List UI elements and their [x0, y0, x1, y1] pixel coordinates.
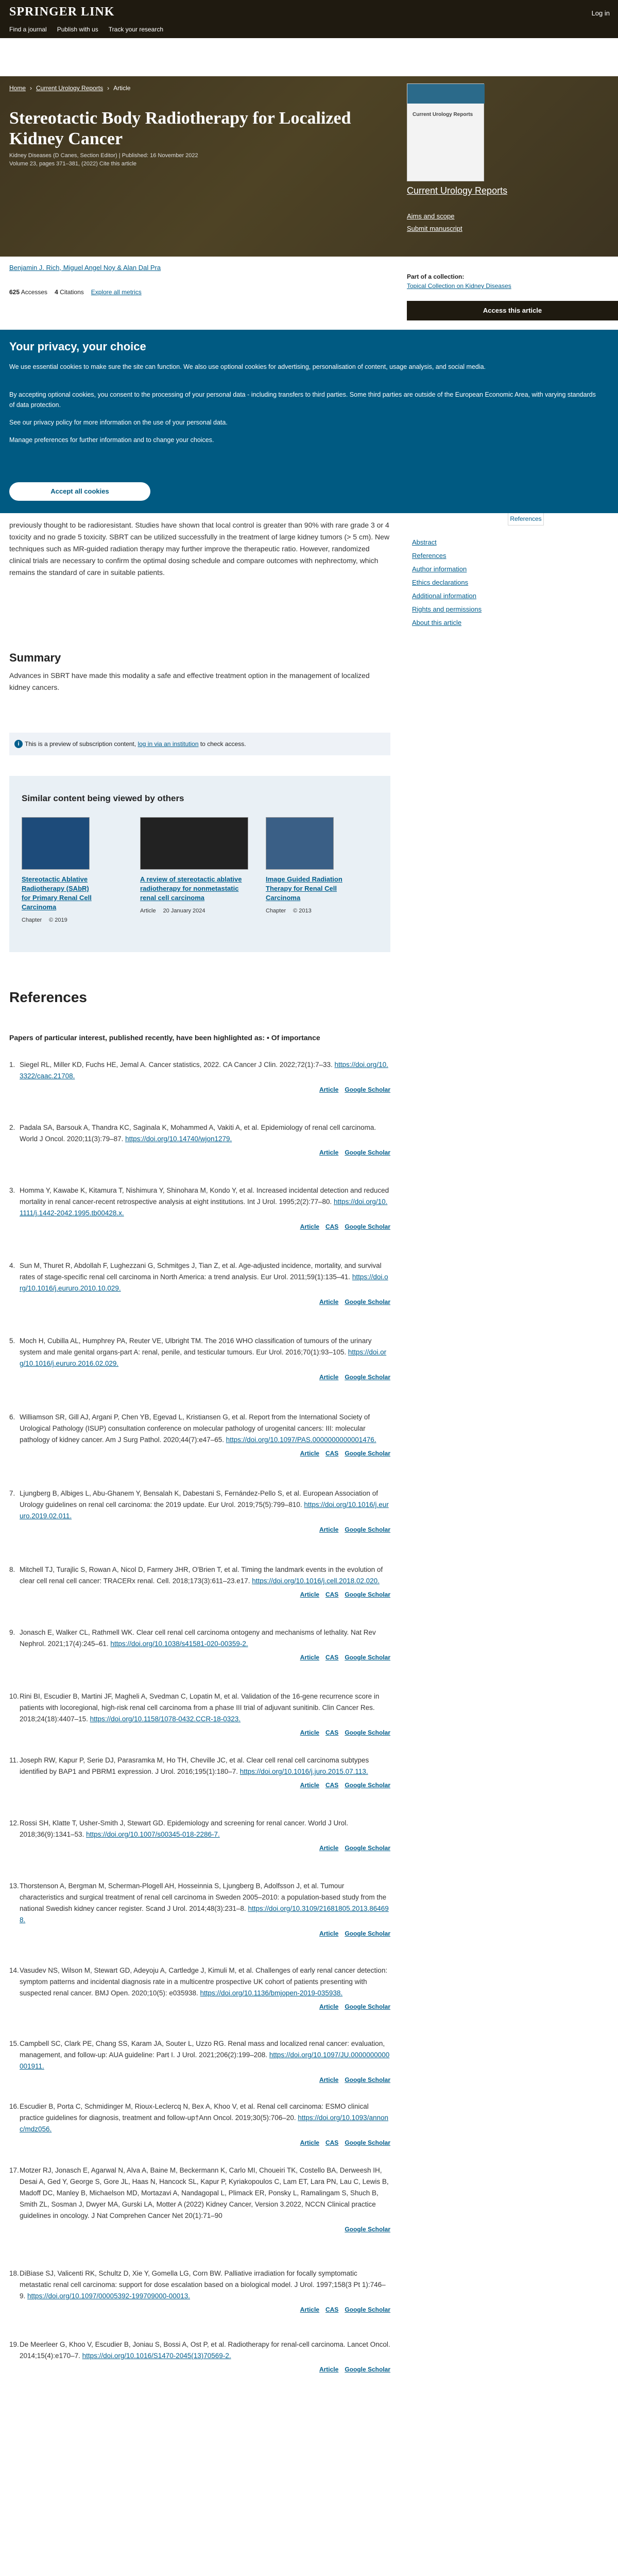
journal-name-link[interactable]: Current Urology Reports: [407, 185, 508, 196]
reference-doi-link[interactable]: https://doi.org/10.1016/j.juro.2015.07.113.: [239, 1768, 368, 1775]
article-title: Stereotactic Body Radiotherapy for Localized Kidney Cancer: [9, 109, 351, 148]
institution-login-link[interactable]: log in via an institution: [138, 740, 199, 748]
cookie-text-3[interactable]: See our privacy policy for more information on the use of your personal data.: [9, 419, 228, 426]
article-link[interactable]: Article: [319, 1149, 339, 1156]
sidebar-tab-references[interactable]: References: [508, 513, 544, 526]
article-link[interactable]: Article: [319, 1526, 339, 1533]
explore-metrics-link[interactable]: Explore all metrics: [91, 289, 142, 296]
nav-find-journal[interactable]: Find a journal: [9, 26, 47, 33]
references-intro: Papers of particular interest, published recently, have been highlighted as: • Of importance: [9, 1033, 320, 1042]
references-heading: References: [9, 989, 87, 1005]
cover-title: Current Urology Reports: [413, 112, 473, 117]
reference-item: [9, 1564, 390, 1600]
article-metrics: [9, 289, 142, 296]
reference-doi-link[interactable]: https://doi.org/10.1007/s00345-018-2286-7.: [86, 1831, 220, 1838]
reference-item: [9, 2101, 390, 2148]
google-scholar-link[interactable]: Google Scholar: [345, 1223, 390, 1230]
similar-content: [9, 776, 390, 952]
reference-doi-link[interactable]: https://doi.org/10.1093/annonc/mdz056.: [20, 2114, 388, 2133]
card-date: © 2019: [49, 917, 67, 923]
reference-item: [9, 1880, 390, 1939]
google-scholar-link[interactable]: Google Scholar: [345, 2226, 390, 2233]
citations-count: 4: [55, 289, 58, 296]
reference-text: De Meerleer G, Khoo V, Escudier B, Joniau S, Bossi A, Ost P, et al. Radiotherapy for renal-cell carcinoma. Lancet Oncol. 2014;15(4):e170–7.: [20, 2341, 390, 2360]
reference-links: [20, 1084, 390, 1095]
card-title[interactable]: A review of stereotactic ablative radiotherapy for nonmetastatic renal cell carcinoma: [140, 875, 242, 902]
reference-number: 12.: [9, 1819, 19, 1827]
reference-number: 8.: [9, 1566, 15, 1573]
article-link[interactable]: Article: [319, 2076, 339, 2083]
reference-doi-link[interactable]: https://doi.org/10.1016/S1470-2045(13)70569-2.: [82, 2352, 231, 2360]
reference-number: 10.: [9, 1692, 19, 1700]
card-type: Chapter: [266, 908, 286, 914]
reference-links: [20, 2074, 390, 2086]
google-scholar-link[interactable]: Google Scholar: [345, 1298, 390, 1306]
submit-manuscript-link[interactable]: Submit manuscript: [407, 225, 462, 232]
section-link-author-info[interactable]: Author information: [412, 565, 467, 573]
card-title[interactable]: Stereotactic Ablative Radiotherapy (SAbR) for Primary Renal Cell Carcinoma: [22, 875, 92, 911]
article-link[interactable]: Article: [300, 2139, 319, 2146]
breadcrumb: [9, 84, 130, 92]
cas-link[interactable]: CAS: [325, 2306, 339, 2313]
reference-links: [20, 1780, 390, 1791]
reference-number: 16.: [9, 2103, 19, 2110]
reference-number: 9.: [9, 1629, 15, 1636]
reference-item: [9, 2165, 390, 2235]
section-link-abstract[interactable]: Abstract: [412, 538, 437, 546]
springer-link-logo[interactable]: SPRINGER LINK: [9, 5, 115, 19]
cookie-text-1: We use essential cookies to make sure the site can function. We also use optional cookies for advertising, personalisation of content, usage analysis, and social media.: [9, 363, 486, 370]
reference-links: [20, 2364, 390, 2375]
cas-link[interactable]: CAS: [325, 1223, 339, 1230]
reference-number: 15.: [9, 2040, 19, 2047]
cookie-text-4[interactable]: Manage preferences for further information and to change your choices.: [9, 436, 214, 444]
article-link[interactable]: Article: [319, 2003, 339, 2010]
preview-notice: [9, 733, 390, 755]
reference-links: [20, 2304, 390, 2315]
preview-text-post: to check access.: [198, 740, 246, 748]
reference-links: [20, 1842, 390, 1854]
reference-doi-link[interactable]: https://doi.org/10.1016/j.eururo.2010.10.029.: [20, 1273, 388, 1292]
reference-links: [20, 1727, 390, 1738]
cas-link[interactable]: CAS: [325, 1729, 339, 1736]
citations-label: Citations: [60, 289, 84, 296]
reference-doi-link[interactable]: https://doi.org/10.1158/1078-0432.CCR-18-0323.: [90, 1715, 241, 1723]
reference-text: Mitchell TJ, Turajlic S, Rowan A, Nicol D, Farmery JHR, O'Brien T, et al. Timing the landmark events in the evolution of clear cell renal cell cancer: TRACERx renal. Cell. 2018;173(3):611–23.e17.: [20, 1566, 383, 1585]
summary-heading: Summary: [9, 651, 61, 664]
reference-text: Motzer RJ, Jonasch E, Agarwal N, Alva A, Baine M, Beckermann K, Carlo MI, Choueiri TK, Costello BA, Derweesh IH, Desai A, Ged Y, George S, Gore JL, Haas N, Hancock SL, Kapur P, Kyriakopoulos C, Lam ET, Lara PN, Lau C, Lewis B, Madoff DC, Manley B, Michaelson MD, Mortazavi A, Nandagopal L, Plimack ER, Ponsky L, Ramalingam S, Shuch B, Smith ZL, Sosman J, Dwyer MA, Gurski LA, Motter A (2022) Kidney Cancer, Version 3.2022, NCCN Clinical practice guidelines in oncology. J Nat Comprehen Cancer Net 20(1):71–90: [20, 2166, 389, 2219]
reference-number: 1.: [9, 1061, 15, 1069]
reference-number: 2.: [9, 1124, 15, 1131]
reference-number: 7.: [9, 1489, 15, 1497]
reference-doi-link[interactable]: https://doi.org/10.1016/j.eururo.2016.02.029.: [20, 1348, 387, 1367]
card-title[interactable]: Image Guided Radiation Therapy for Renal Cell Carcinoma: [266, 875, 342, 902]
reference-links: [20, 1652, 390, 1663]
google-scholar-link[interactable]: Google Scholar: [345, 2003, 390, 2010]
reference-links: [20, 2224, 390, 2235]
collection-info: [407, 272, 511, 291]
google-scholar-link[interactable]: Google Scholar: [345, 1654, 390, 1661]
article-link[interactable]: Article: [319, 2366, 339, 2373]
reference-doi-link[interactable]: https://doi.org/10.3322/caac.21708.: [20, 1061, 388, 1080]
reference-doi-link[interactable]: https://doi.org/10.1038/s41581-020-00359-2.: [110, 1640, 248, 1648]
reference-doi-link[interactable]: https://doi.org/10.1016/j.cell.2018.02.020.: [252, 1577, 380, 1585]
reference-text: Moch H, Cubilla AL, Humphrey PA, Reuter VE, Ulbright TM. The 2016 WHO classification of tumours of the urinary system and male genital organs-part A: renal, penile, and testicular tumours. Eur Urol. 2016;70(1):93–105.: [20, 1337, 372, 1356]
card-type: Chapter: [22, 917, 42, 923]
reference-text: Homma Y, Kawabe K, Kitamura T, Nishimura Y, Shinohara M, Kondo Y, et al. Increased incidental detection and reduced mortality in renal cancer-recent retrospective analysis at eight institutions. Int J Urol. 1995;2(2):77–80.: [20, 1187, 389, 1206]
google-scholar-link[interactable]: Google Scholar: [345, 1729, 390, 1736]
google-scholar-link[interactable]: Google Scholar: [345, 1930, 390, 1937]
reference-item: [9, 1412, 390, 1459]
reference-text: Joseph RW, Kapur P, Serie DJ, Parasramka M, Ho TH, Cheville JC, et al. Clear cell renal cell carcinoma subtypes identified by BAP1 and PBRM1 expression. J Urol. 2016;195(1):180–7.: [20, 1756, 369, 1775]
reference-text: DiBiase SJ, Valicenti RK, Schultz D, Xie Y, Gomella LG, Corn BW. Palliative irradiation for focally symptomatic metastatic renal cell carcinoma: support for dose escalation based on a biological model. J Urol. 1997;158(3 Pt 1):746–9.: [20, 2269, 386, 2300]
journal-links: [407, 210, 462, 235]
card-date: © 2013: [293, 908, 312, 914]
reference-links: [20, 1221, 390, 1232]
article-link[interactable]: Article: [319, 1374, 339, 1381]
reference-item: [9, 2038, 390, 2086]
google-scholar-link[interactable]: Google Scholar: [345, 1374, 390, 1381]
reference-item: [9, 1335, 390, 1383]
article-link[interactable]: Article: [300, 2306, 319, 2313]
article-link[interactable]: Article: [319, 1086, 339, 1093]
google-scholar-link[interactable]: Google Scholar: [345, 1844, 390, 1852]
accept-cookies-button[interactable]: Accept all cookies: [9, 482, 150, 501]
aims-scope-link[interactable]: Aims and scope: [407, 212, 455, 220]
reference-links: [20, 1448, 390, 1459]
reference-number: 14.: [9, 1967, 19, 1974]
section-link-references[interactable]: References: [412, 552, 447, 560]
journal-cover-image[interactable]: [407, 83, 484, 181]
login-link[interactable]: Log in: [591, 9, 610, 17]
reference-text: Jonasch E, Walker CL, Rathmell WK. Clear cell renal cell carcinoma ontogeny and mechanisms of lethality. Nat Rev Nephrol. 2021;17(4):245–61.: [20, 1629, 376, 1648]
section-nav: [412, 536, 482, 630]
top-nav: [9, 26, 163, 33]
reference-links: [20, 1524, 390, 1535]
reference-doi-link[interactable]: https://doi.org/10.1111/j.1442-2042.1995.tb00428.x.: [20, 1198, 388, 1217]
card-thumbnail: [140, 817, 248, 870]
article-link[interactable]: Article: [300, 1729, 319, 1736]
reference-number: 18.: [9, 2269, 19, 2277]
reference-links: [20, 1296, 390, 1308]
reference-links: [20, 2001, 390, 2012]
article-link[interactable]: Article: [300, 1654, 319, 1661]
reference-links: [20, 1928, 390, 1939]
similar-card[interactable]: [140, 817, 253, 914]
collection-link[interactable]: Topical Collection on Kidney Diseases: [407, 282, 511, 290]
collection-label: Part of a collection:: [407, 273, 465, 280]
reference-doi-link[interactable]: https://doi.org/10.1097/PAS.0000000000001476.: [226, 1436, 376, 1444]
authors-text[interactable]: Benjamin J. Rich, Miguel Angel Noy & Alan Dal Pra: [9, 264, 161, 272]
breadcrumb-separator: ›: [107, 84, 110, 92]
breadcrumb-current: Article: [113, 84, 131, 92]
google-scholar-link[interactable]: Google Scholar: [345, 2366, 390, 2373]
reference-text: Thorstenson A, Bergman M, Scherman-Plogell AH, Hosseinnia S, Ljungberg B, Adolfsson J, et al. Tumour characteristics and surgical treatment of renal cell carcinoma in Sweden 2005–2010: a population-based study from the national Swedish kidney cancer register. Scand J Urol. 2014;48(3):231–8.: [20, 1882, 387, 1912]
nav-publish[interactable]: Publish with us: [57, 26, 98, 33]
reference-text: Rossi SH, Klatte T, Usher-Smith J, Stewart GD. Epidemiology and screening for renal cancer. World J Urol. 2018;36(9):1341–53.: [20, 1819, 349, 1838]
reference-number: 19.: [9, 2341, 19, 2348]
reference-links: [20, 1589, 390, 1600]
cas-link[interactable]: CAS: [325, 1591, 339, 1598]
reference-number: 13.: [9, 1882, 19, 1890]
reference-item: [9, 1691, 390, 1738]
reference-text: Ljungberg B, Albiges L, Abu-Ghanem Y, Bensalah K, Dabestani S, Fernández-Pello S, et al. European Association of Urology guidelines on renal cell carcinoma: the 2019 update. Eur Urol. 2019;75(5):799–810.: [20, 1489, 378, 1509]
author-list[interactable]: [9, 264, 161, 272]
reference-item: [9, 2268, 390, 2315]
article-link[interactable]: Article: [300, 1450, 319, 1457]
reference-text: Padala SA, Barsouk A, Thandra KC, Saginala K, Mohammed A, Vakiti A, et al. Epidemiology of renal cell carcinoma. World J Oncol. 2020;11(3):79–87.: [20, 1124, 376, 1143]
cas-link[interactable]: CAS: [325, 2139, 339, 2146]
info-icon: i: [14, 740, 23, 748]
accesses-count: 625: [9, 289, 20, 296]
reference-text: Siegel RL, Miller KD, Fuchs HE, Jemal A. Cancer statistics, 2022. CA Cancer J Clin. 2022;72(1):7–33.: [20, 1061, 335, 1069]
reference-number: 11.: [9, 1756, 19, 1764]
accesses-label: Accesses: [21, 289, 48, 296]
reference-item: [9, 1122, 390, 1158]
reference-item: [9, 1260, 390, 1308]
google-scholar-link[interactable]: Google Scholar: [345, 1591, 390, 1598]
cookie-title: Your privacy, your choice: [9, 340, 146, 353]
google-scholar-link[interactable]: Google Scholar: [345, 2306, 390, 2313]
reference-text: Escudier B, Porta C, Schmidinger M, Rioux-Leclercq N, Bex A, Khoo V, et al. Renal cell carcinoma: ESMO clinical practice guidelines for diagnosis, treatment and follow-up†Ann Oncol. 2019;30(5):706–20.: [20, 2103, 369, 2122]
section-link-additional-info[interactable]: Additional information: [412, 592, 477, 600]
reference-links: [20, 2137, 390, 2148]
card-meta: [22, 917, 135, 923]
reference-doi-link[interactable]: https://doi.org/10.1097/00005392-199709000-00013.: [27, 2292, 191, 2300]
google-scholar-link[interactable]: Google Scholar: [345, 1149, 390, 1156]
reference-item: [9, 1755, 390, 1791]
reference-text: Vasudev NS, Wilson M, Stewart GD, Adeyoju A, Cartledge J, Kimuli M, et al. Challenges of early renal cancer detection: symptom patterns and incidental diagnosis rate in a multicentre prospective UK cohort of patients presenting with suspected renal cancer. BMJ Open. 2020;10(5): e035938.: [20, 1967, 388, 1997]
similar-heading: Similar content being viewed by others: [22, 793, 184, 803]
abstract-text: previously thought to be radioresistant. Studies have shown that local control is greater than 90% with rare grade 3 or 4 toxicity and no grade 5 toxicity. SBRT can be utilized successfully in the treatment of large kidney tumors (> 5 cm). New techniques such as MR-guided radiation therapy may further improve the therapeutic ratio. However, randomized clinical trials are necessary to confirm the optimal dosing schedule and compare outcomes with nephrectomy, which remains the standard of care in suitable patients.: [9, 521, 390, 577]
reference-links: [20, 1147, 390, 1158]
article-link[interactable]: Article: [319, 1298, 339, 1306]
cookie-banner: [0, 330, 618, 513]
cas-link[interactable]: CAS: [325, 1782, 339, 1789]
article-link[interactable]: Article: [300, 1782, 319, 1789]
breadcrumb-journal[interactable]: Current Urology Reports: [36, 84, 104, 92]
google-scholar-link[interactable]: Google Scholar: [345, 1086, 390, 1093]
reference-number: 3.: [9, 1187, 15, 1194]
reference-links: [20, 1371, 390, 1383]
reference-number: 4.: [9, 1262, 15, 1269]
cookie-text-2: By accepting optional cookies, you consent to the processing of your personal data - including transfers to third parties. Some third parties are outside of the European Economic Area, with varying standards of data protection.: [9, 391, 596, 409]
similar-card[interactable]: [266, 817, 379, 914]
article-link[interactable]: Article: [319, 1844, 339, 1852]
breadcrumb-separator: ›: [30, 84, 32, 92]
article-link[interactable]: Article: [300, 1591, 319, 1598]
reference-item: [9, 2339, 390, 2375]
reference-item: [9, 1185, 390, 1232]
nav-track-research[interactable]: Track your research: [108, 26, 164, 33]
reference-number: 17.: [9, 2166, 19, 2174]
article-meta-section: Kidney Diseases (D Canes, Section Editor) | Published: 16 November 2022: [9, 152, 198, 159]
article-link[interactable]: Article: [319, 1930, 339, 1937]
reference-item: [9, 1059, 390, 1095]
cas-link[interactable]: CAS: [325, 1654, 339, 1661]
card-meta: [140, 908, 253, 914]
google-scholar-link[interactable]: Google Scholar: [345, 2076, 390, 2083]
reference-text: Williamson SR, Gill AJ, Argani P, Chen YB, Egevad L, Kristiansen G, et al. Report from the International Society of Urological Pathology (ISUP) consultation conference on molecular pathology of urogenital cancers: III: molecular pathology of kidney cancer. Am J Surg Pathol. 2020;44(7):e47–65.: [20, 1413, 370, 1444]
article-meta-volume: Volume 23, pages 371–381, (2022) Cite this article: [9, 161, 137, 167]
reference-item: [9, 1965, 390, 2012]
reference-doi-link[interactable]: https://doi.org/10.1097/JU.0000000000001911.: [20, 2051, 390, 2070]
card-thumbnail: [266, 817, 334, 870]
preview-text-pre: This is a preview of subscription content,: [25, 740, 138, 748]
similar-card[interactable]: [22, 817, 135, 923]
reference-item: [9, 1627, 390, 1663]
reference-doi-link[interactable]: https://doi.org/10.14740/wjon1279.: [125, 1135, 232, 1143]
reference-number: 5.: [9, 1337, 15, 1345]
card-date: 20 January 2024: [163, 908, 205, 914]
reference-text: Sun M, Thuret R, Abdollah F, Lughezzani G, Schmitges J, Tian Z, et al. Age-adjusted incidence, mortality, and survival rates of stage-specific renal cell carcinoma in North America: a trend analysis. Eur Urol. 2011;59(1):135–41.: [20, 1262, 382, 1281]
section-link-rights[interactable]: Rights and permissions: [412, 605, 482, 613]
reference-text: Campbell SC, Clark PE, Chang SS, Karam JA, Souter L, Uzzo RG. Renal mass and localized renal cancer: evaluation, management, and follow-up: AUA guideline: Part I. J Urol. 2021;206(2):199–208.: [20, 2040, 385, 2059]
card-type: Article: [140, 908, 156, 914]
google-scholar-link[interactable]: Google Scholar: [345, 1526, 390, 1533]
cas-link[interactable]: CAS: [325, 1450, 339, 1457]
reference-doi-link[interactable]: https://doi.org/10.3109/21681805.2013.864698.: [20, 1905, 389, 1924]
section-link-about[interactable]: About this article: [412, 619, 462, 626]
site-header: [0, 0, 618, 38]
card-thumbnail: [22, 817, 90, 870]
reference-item: [9, 1818, 390, 1854]
card-meta: [266, 908, 379, 914]
cover-stripe: [407, 84, 485, 104]
reference-number: 6.: [9, 1413, 15, 1421]
article-link[interactable]: Article: [300, 1223, 319, 1230]
reference-doi-link[interactable]: https://doi.org/10.1136/bmjopen-2019-035938.: [200, 1989, 343, 1997]
summary-text: Advances in SBRT have made this modality a safe and effective treatment option in the management of localized kidney cancers.: [9, 671, 370, 691]
google-scholar-link[interactable]: Google Scholar: [345, 1782, 390, 1789]
reference-item: [9, 1488, 390, 1535]
access-article-button[interactable]: Access this article: [407, 301, 618, 320]
section-link-ethics[interactable]: Ethics declarations: [412, 579, 469, 586]
reference-doi-link[interactable]: https://doi.org/10.1016/j.eururo.2019.02.011.: [20, 1501, 389, 1520]
reference-text: Rini BI, Escudier B, Martini JF, Magheli A, Svedman C, Lopatin M, et al. Validation of the 16-gene recurrence score in patients with locoregional, high-risk renal cell carcinoma from a phase III trial of adjuvant sunitinib. Clin Cancer Res. 2018;24(18):4407–15.: [20, 1692, 380, 1723]
google-scholar-link[interactable]: Google Scholar: [345, 1450, 390, 1457]
breadcrumb-home[interactable]: Home: [9, 84, 26, 92]
google-scholar-link[interactable]: Google Scholar: [345, 2139, 390, 2146]
